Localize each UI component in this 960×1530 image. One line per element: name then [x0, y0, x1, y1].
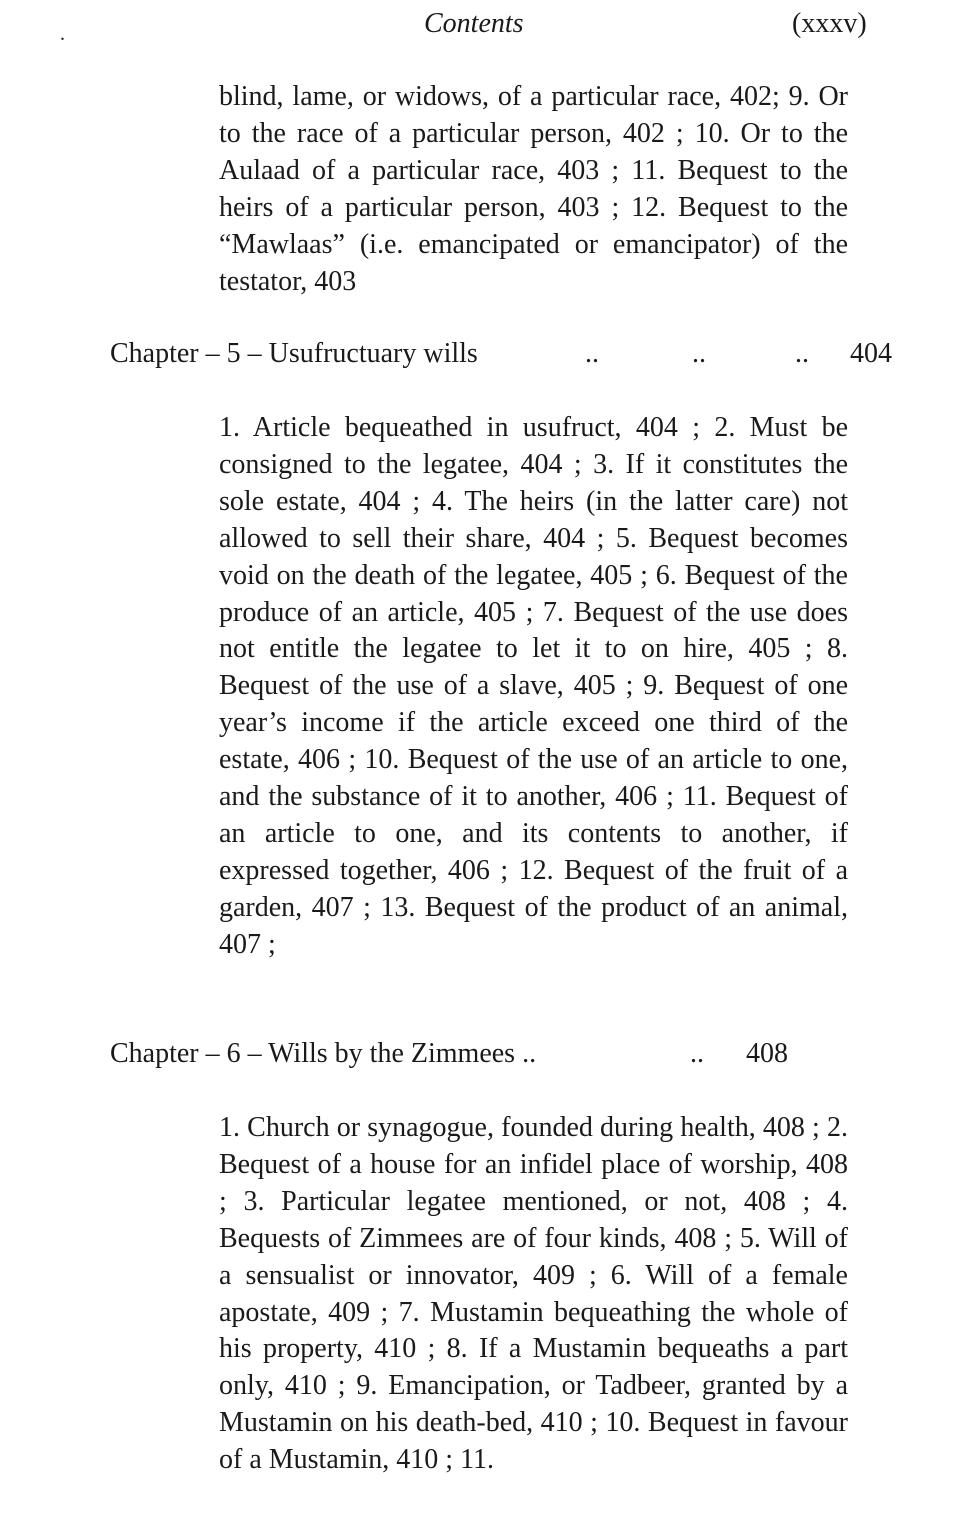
chapter-page: 408 [746, 1038, 788, 1069]
chapter-page: 404 [850, 338, 892, 369]
chapter-5-summary: 1. Article bequeathed in usufruct, 404 ; 2. Must be consigned to the legatee, 404 ; 3. If it constitutes the sole estate, 404 ; 4. The heirs (in the latter care) not allowed to sell their share, 404 ; 5. Bequest becomes void on the death of the legatee, 405 ; 6. Bequest of the produce of an article, 405 ; 7. Bequest of the use does not entitle the legatee to let it to on hire, 405 ; 8. Bequest of the use of a slave, 405 ; 9. Bequest of one year’s income if the article exceed one third of the estate, 406 ; 10. Bequest of the use of an article to one, and the substance of it to another, 406 ; 11. Bequest of an article to one, and its contents to another, if expressed together, 406 ; 12. Bequest of the fruit of a garden, 407 ; 13. Bequest of the product of an animal, 407 ; [219, 412, 848, 960]
leader-dots: .. [690, 1038, 704, 1069]
chapter-6-summary: 1. Church or synagogue, founded during health, 408 ; 2. Bequest of a house for an infidel place of worship, 408 ; 3. Particular legatee mentioned, or not, 408 ; 4. Bequests of Zimmees are of four kinds, 408 ; 5. Will of a sensualist or innovator, 409 ; 6. Will of a female apostate, 409 ; 7. Mustamin bequeathing the whole of his property, 410 ; 8. If a Mustamin bequeaths a part only, 410 ; 9. Emancipation, or Tadbeer, granted by a Mustamin on his death-bed, 410 ; 10. Bequest in favour of a Mustamin, 410 ; 11. [219, 1112, 848, 1476]
chapter-title: Chapter – 6 – Wills by the Zimmees .. [110, 1038, 537, 1069]
leader-dots: .. [692, 338, 706, 369]
chapter-title: Chapter – 5 – Usufructuary wills [110, 338, 478, 369]
leader-dots: .. [585, 338, 599, 369]
stray-mark: . [60, 23, 65, 45]
running-title: Contents [424, 8, 524, 39]
page-number: (xxxv) [792, 8, 867, 39]
leader-dots: .. [795, 338, 809, 369]
continuation-paragraph: blind, lame, or widows, of a particular race, 402; 9. Or to the race of a particular person, 402 ; 10. Or to the Aulaad of a particular race, 403 ; 11. Bequest to the heirs of a particular person, 403 ; 12. Bequest to the “Mawlaas” (i.e. emancipated or emancipator) of the testator, 403 [219, 81, 848, 297]
